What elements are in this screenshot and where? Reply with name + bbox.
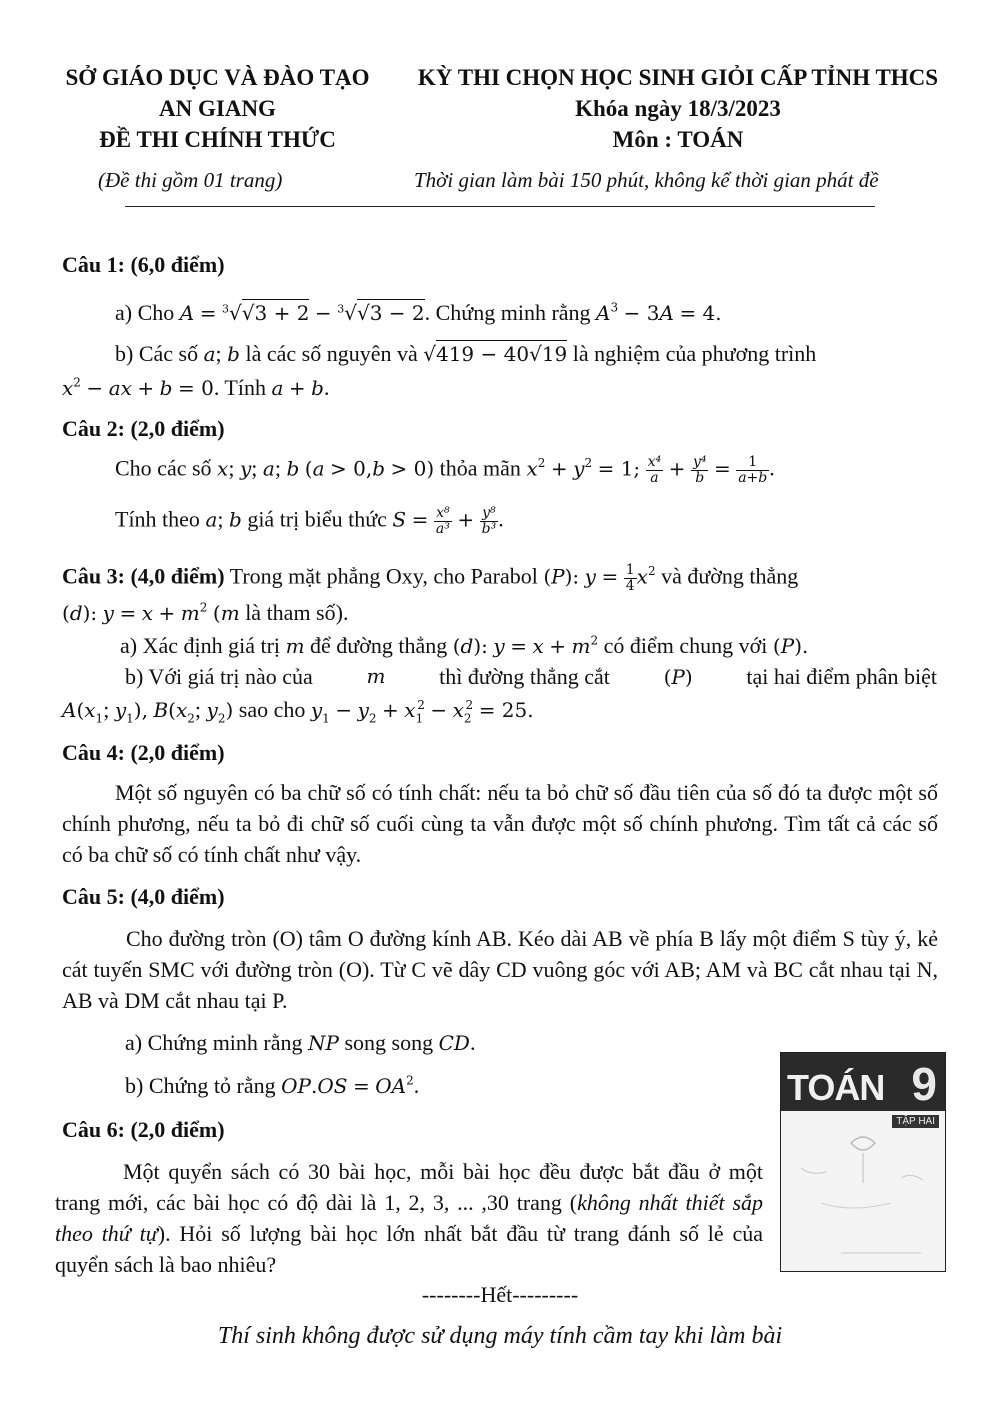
department-name: SỞ GIÁO DỤC VÀ ĐÀO TẠO xyxy=(65,65,370,90)
q3-intro-2: và đường thẳng xyxy=(661,563,799,589)
q1b-text-3: là nghiệm của phương trình xyxy=(572,341,817,366)
q3-intro-3: là tham số). xyxy=(245,600,349,625)
q5a-text-1: a) Chứng minh rằng xyxy=(125,1030,303,1055)
q1b-text-4: . Tính xyxy=(213,375,266,400)
question-3-title: Câu 3: (4,0 điểm) xyxy=(62,563,225,589)
question-1b-line2: $x^2$ − ax + b = 0. Tính a + b. xyxy=(62,375,330,400)
q1b-text-2: là các số nguyên và xyxy=(245,341,418,366)
question-5-text: Cho đường tròn (O) tâm O đường kính AB. Kéo dài AB về phía B lấy một điểm S tùy ý, kẻ cát tuyến SMC với đường tròn (O). Từ C vẽ dây CD vuông góc với AB; AM và BC cắt nhau tại N, AB và DM cắt nhau tại P. xyxy=(62,926,938,1013)
q5b-text: b) Chứng tỏ rằng xyxy=(125,1073,276,1098)
q3b-text-3: tại hai điểm phân biệt xyxy=(746,664,937,689)
question-6-text xyxy=(55,1156,763,1280)
question-6-title: Câu 6: (2,0 điểm) xyxy=(62,1117,225,1142)
exam-subject: Môn : TOÁN xyxy=(612,127,744,152)
question-2-title: Câu 2: (2,0 điểm) xyxy=(62,416,225,441)
exam-date: Khóa ngày 18/3/2023 xyxy=(575,96,781,121)
book-cover-art xyxy=(781,1053,945,1271)
header-left xyxy=(40,62,395,155)
book-cover-subtitle: TẬP HAI xyxy=(892,1115,939,1128)
q2-text-4: giá trị biểu thức xyxy=(247,506,387,532)
question-3b-line2: $A(x_1$; $y_1$), $B(x_2$; $y_2$) sao cho $y_1 - y_2 + x_1^2 - x_2^2 = 25$. xyxy=(62,697,534,726)
q1b-text-1: b) Các số xyxy=(115,341,199,366)
q3b-text-4: sao cho xyxy=(238,697,306,722)
official-exam-label: ĐỀ THI CHÍNH THỨC xyxy=(99,127,336,152)
q3a-text-1: a) Xác định giá trị xyxy=(120,633,281,658)
book-cover-number: 9 xyxy=(911,1058,937,1110)
q2-text-2: thỏa mãn xyxy=(439,455,521,481)
question-3-line2: (d): $y = x + m^2$ (m là tham số). xyxy=(62,600,349,625)
question-2-line1: Cho các số x; y; a; b (a > 0,b > 0) thỏa mãn $x^2 + y^2 = 1$; $\frac{\text{x⁴}}{a}$ + $\frac{\text{y⁴}}{b}$ = $\frac{1}{a+b}$ . xyxy=(115,454,775,486)
question-1b-line1: b) Các số a; b là các số nguyên và √419 − 40√19 là nghiệm của phương trình xyxy=(115,341,817,366)
question-3-line1: Câu 3: (4,0 điểm) Trong mặt phẳng Oxy, cho Parabol (P): y = $\frac{1}{4}$ $x^2$ và đường thẳng xyxy=(62,562,799,594)
calculator-note: Thí sinh không được sử dụng máy tính cầm tay khi làm bài xyxy=(217,1323,783,1349)
q3b-text-1: b) Với giá trị nào của xyxy=(125,664,313,689)
q6-text-end: ). Hỏi số lượng bài học lớn nhất bắt đầu từ trang đánh số lẻ của quyển sách là bao nhiêu? xyxy=(55,1221,763,1277)
q2-text-3: Tính theo xyxy=(115,506,200,532)
q6-text-start: Một quyển sách có 30 bài học, mỗi bài học đều được bắt đầu ở một trang mới, các bài học có độ dài là 1, 2, 3, ... ,30 trang ( xyxy=(55,1159,763,1215)
question-4-text: Một số nguyên có ba chữ số có tính chất: nếu ta bỏ chữ số đầu tiên của số đó ta được một số chính phương, nếu ta bỏ đi chữ số cuối cùng ta vẫn được một số chính phương. Tìm tất cả các số có ba chữ số có tính chất như vậy. xyxy=(62,780,938,867)
question-3a: a) Xác định giá trị m để đường thẳng (d): $y = x + m^2$ có điểm chung với (P). xyxy=(120,633,809,658)
q3b-text-2: thì đường thẳng cắt xyxy=(439,664,610,689)
question-5a: a) Chứng minh rằng NP song song CD. xyxy=(125,1030,476,1055)
header-divider xyxy=(125,206,875,207)
q1a-text: . Chứng minh rằng xyxy=(424,300,591,325)
header-right xyxy=(393,62,963,155)
question-1-title: Câu 1: (6,0 điểm) xyxy=(62,252,225,277)
page-count-note: (Đề thi gồm 01 trang) xyxy=(98,168,283,192)
q5a-text-2: song song xyxy=(344,1030,434,1055)
question-1a: a) Cho A = $^3$√√3 + 2 − $^3$√√3 − 2. Chứng minh rằng $A^3 - 3A = 4$. xyxy=(115,300,722,325)
question-2-line2: Tính theo a; b giá trị biểu thức S = $\frac{\text{x⁸}}{\text{a³}}$ + $\frac{\text{y⁸}}{\text{b³}}$ . xyxy=(115,505,504,537)
end-marker: --------Hết--------- xyxy=(421,1282,579,1307)
exam-name: KỲ THI CHỌN HỌC SINH GIỎI CẤP TỈNH THCS xyxy=(417,65,939,90)
q2-text-1: Cho các số xyxy=(115,455,212,481)
question-3b-line1: b) Với giá trị nào của m thì đường thẳng cắt (P) tại hai điểm phân biệt xyxy=(125,664,937,689)
q6-text-italic: không nhất thiết sắp theo thứ tự xyxy=(55,1190,764,1246)
q1a-prefix: a) Cho xyxy=(115,300,175,325)
time-limit-note: Thời gian làm bài 150 phút, không kể thời gian phát đề xyxy=(414,168,879,192)
q3a-text-2: để đường thẳng xyxy=(310,633,448,658)
question-4-title: Câu 4: (2,0 điểm) xyxy=(62,740,225,765)
q3a-text-3: có điểm chung với xyxy=(603,633,768,658)
book-cover-title: TOÁN xyxy=(787,1067,885,1108)
q3-intro-1: Trong mặt phẳng Oxy, cho Parabol xyxy=(229,563,538,589)
province-name: AN GIANG xyxy=(159,96,276,121)
question-5b: b) Chứng tỏ rằng $OP.OS = OA^2$. xyxy=(125,1073,420,1098)
book-cover-image xyxy=(780,1052,946,1272)
question-5-title: Câu 5: (4,0 điểm) xyxy=(62,884,225,909)
